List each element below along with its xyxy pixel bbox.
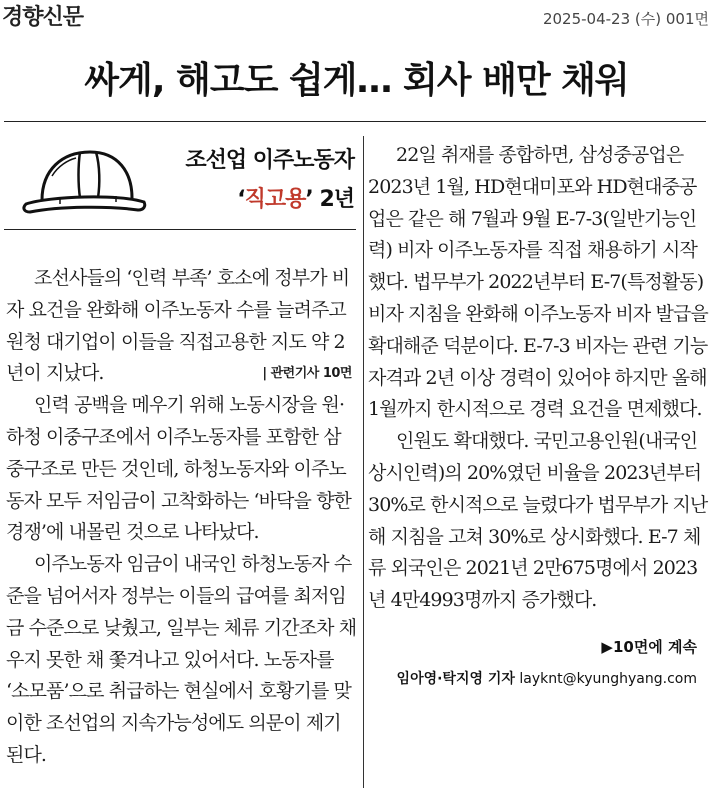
right-column: [368, 140, 708, 617]
series-sub-open: ‘: [237, 187, 245, 212]
left-column: [6, 263, 358, 772]
paragraph-2-text: 인력 공백을 메우기 위해 노동시장을 원·하청 이중구조에서 이주노동자를 포함한 삼중구조로 만든 것인데, 하청노동자와 이주노동자 모두 저임금이 고착화하는 ‘바닥을 향한 경쟁’에 내몰린 것으로 나타났다.: [6, 394, 352, 544]
byline-email[interactable]: layknt@kyunghyang.com: [519, 671, 697, 687]
headline: 싸게, 해고도 쉽게… 회사 배만 채워: [84, 60, 629, 101]
hard-hat-icon: [20, 140, 150, 220]
paragraph-1-text: 조선사들의 ‘인력 부족’ 호소에 정부가 비자 요건을 완화해 이주노동자 수를 늘려주고 원청 대기업이 이들을 직접고용한 지도 약 2년이 지났다.: [6, 267, 350, 385]
column-divider: [363, 136, 364, 788]
continued-link[interactable]: ▶10면에 계속: [601, 638, 697, 656]
paragraph-5-text: 인원도 확대했다. 국민고용인원(내국인 상시인력)의 20%였던 비율을 2023년부터 30%로 한시적으로 늘렸다가 법무부가 지난해 지침을 고쳐 30%로 상시화했다. E-7 체류 외국인은 2021년 2만675명에서 2023년 4만4993명까지 증가했다.: [368, 430, 708, 612]
paragraph-4: [368, 140, 708, 426]
series-title: 조선업 이주노동자: [185, 148, 354, 173]
paragraph-4-text: 22일 취재를 종합하면, 삼성중공업은 2023년 1월, HD현대미포와 HD현대중공업은 같은 해 7월과 9월 E-7-3(일반기능인력) 비자 이주노동자를 직접 채용하기 시작했다. 법무부가 2022년부터 E-7(특정활동) 비자 지침을 완화해 이주노동자 비자 발급을 확대해준 덕분이다. E-7-3 비자는 관련 기능 자격과 2년 이상 경력이 있어야 하지만 올해 1월까지 한시적으로 경력 요건을 면제했다.: [368, 144, 708, 421]
paragraph-3: [6, 549, 358, 772]
series-rule: [4, 229, 356, 230]
series-sub-close: ’ 2년: [305, 187, 354, 212]
dateline: 2025-04-23 (수) 001면: [542, 10, 709, 28]
paragraph-2: [6, 390, 358, 549]
paragraph-1: [6, 263, 358, 390]
paragraph-5: [368, 426, 708, 617]
paragraph-3-text: 이주노동자 임금이 내국인 하청노동자 수준을 넘어서자 정부는 이들의 급여를 최저임금 수준으로 낮췄고, 일부는 체류 기간조차 채우지 못한 채 쫓겨나고 있어서다. 노동자를 ‘소모품’으로 취급하는 현실에서 호황기를 맞이한 조선업의 지속가능성에도 의문이 제기된다.: [6, 553, 357, 766]
headline-rule: [4, 121, 706, 122]
byline: [397, 668, 697, 688]
series-subtitle: [142, 182, 354, 213]
masthead: 경향신문: [2, 5, 84, 30]
byline-names: 임아영·탁지영 기자: [396, 671, 515, 687]
related-article-link[interactable]: | 관련기사 10면: [262, 366, 352, 382]
series-sub-highlight: 직고용: [244, 187, 306, 212]
